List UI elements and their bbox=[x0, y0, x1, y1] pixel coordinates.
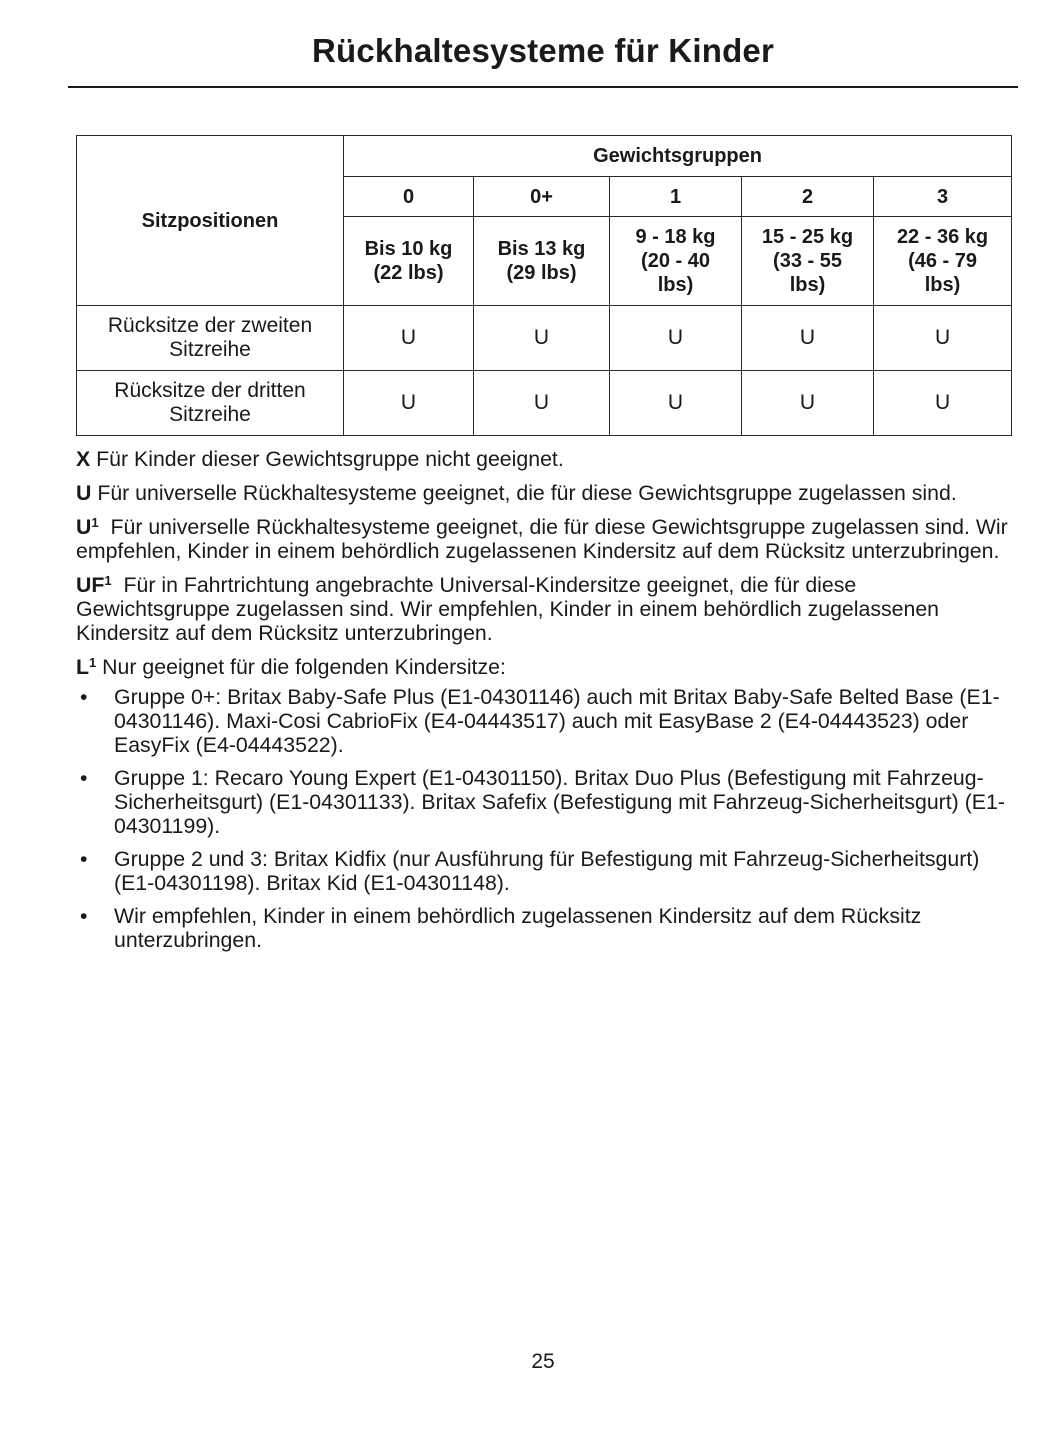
group-label: 3 bbox=[874, 177, 1012, 217]
bullet-icon: • bbox=[80, 766, 88, 790]
weight-range: Bis 13 kg (29 lbs) bbox=[474, 217, 610, 306]
weight-range: 22 - 36 kg (46 - 79 lbs) bbox=[874, 217, 1012, 306]
weight-range: 15 - 25 kg (33 - 55 lbs) bbox=[742, 217, 874, 306]
table-row bbox=[77, 371, 1012, 436]
note-superscript: 1 bbox=[91, 515, 99, 530]
suitability-cell: U bbox=[742, 306, 874, 371]
list-item bbox=[76, 766, 1016, 838]
list-item-text: Gruppe 0+: Britax Baby-Safe Plus (E1-04301146) auch mit Britax Baby-Safe Belted Base (E1-04301146). Maxi-Cosi CabrioFix (E4-04443517) auch mit EasyBase 2 (E4-04443523) oder EasyFix (E4-04443522). bbox=[114, 685, 1000, 757]
note-x bbox=[76, 447, 1016, 471]
note-text: Für universelle Rückhaltesysteme geeignet, die für diese Gewichtsgruppe zugelassen sind. bbox=[97, 481, 957, 505]
group-label: 1 bbox=[610, 177, 742, 217]
suitability-cell: U bbox=[610, 371, 742, 436]
weight-group-header: Gewichtsgruppen bbox=[344, 136, 1012, 177]
bullet-icon: • bbox=[80, 847, 88, 871]
note-text: Nur geeignet für die folgenden Kindersitze: bbox=[102, 655, 506, 679]
list-item-text: Wir empfehlen, Kinder in einem behördlich zugelassenen Kindersitz auf dem Rücksitz unterzubringen. bbox=[114, 904, 922, 952]
page-title: Rückhaltesysteme für Kinder bbox=[311, 32, 775, 69]
note-l1 bbox=[76, 655, 1016, 679]
note-key: U bbox=[76, 515, 92, 539]
bullet-icon: • bbox=[80, 685, 88, 709]
seat-position-label: Rücksitze der dritten Sitzreihe bbox=[77, 371, 344, 436]
note-text: Für in Fahrtrichtung angebrachte Universal-Kindersitze geeignet, die für diese Gewichtsgruppe zugelassen sind. Wir empfehlen, Kinder in einem behördlich zugelassenen Kindersitz auf dem Rücksitz unterzubringen. bbox=[76, 573, 940, 645]
page-number: 25 bbox=[531, 1350, 555, 1373]
suitability-cell: U bbox=[474, 371, 610, 436]
legend-notes bbox=[76, 447, 1016, 961]
list-item-text: Gruppe 2 und 3: Britax Kidfix (nur Ausführung für Befestigung mit Fahrzeug-Sicherheitsgurt) (E1-04301198). Britax Kid (E1-04301148). bbox=[114, 847, 980, 895]
group-label: 2 bbox=[742, 177, 874, 217]
note-key: U bbox=[76, 481, 92, 505]
note-text: Für universelle Rückhaltesysteme geeignet, die für diese Gewichtsgruppe zugelassen sind. Wir empfehlen, Kinder in einem behördlich zugelassenen Kindersitz auf dem Rücksitz unterzubringen. bbox=[76, 515, 1008, 563]
bullet-icon: • bbox=[80, 904, 88, 928]
child-seat-table bbox=[76, 135, 1012, 436]
seat-position-header: Sitzpositionen bbox=[77, 136, 344, 306]
suitability-cell: U bbox=[874, 306, 1012, 371]
note-superscript: 1 bbox=[89, 655, 97, 670]
note-superscript: 1 bbox=[104, 573, 112, 588]
suitability-cell: U bbox=[874, 371, 1012, 436]
table-row bbox=[77, 306, 1012, 371]
suitability-cell: U bbox=[344, 306, 474, 371]
list-item bbox=[76, 904, 1016, 952]
approved-seat-list bbox=[76, 685, 1016, 952]
seat-position-label: Rücksitze der zweiten Sitzreihe bbox=[77, 306, 344, 371]
list-item bbox=[76, 685, 1016, 757]
note-u1 bbox=[76, 515, 1016, 563]
list-item-text: Gruppe 1: Recaro Young Expert (E1-04301150). Britax Duo Plus (Befestigung mit Fahrzeug-Sicherheitsgurt) (E1-04301133). Britax Safefix (Befestigung mit Fahrzeug-Sicherheitsgurt) (E1-04301199). bbox=[114, 766, 1005, 838]
suitability-cell: U bbox=[344, 371, 474, 436]
note-key: X bbox=[76, 447, 91, 471]
suitability-cell: U bbox=[474, 306, 610, 371]
note-u bbox=[76, 481, 1016, 505]
note-uf1 bbox=[76, 573, 1016, 645]
suitability-cell: U bbox=[610, 306, 742, 371]
note-key: UF bbox=[76, 573, 105, 597]
suitability-cell: U bbox=[742, 371, 874, 436]
note-text: Für Kinder dieser Gewichtsgruppe nicht geeignet. bbox=[96, 447, 564, 471]
group-label: 0+ bbox=[474, 177, 610, 217]
weight-range: Bis 10 kg (22 lbs) bbox=[344, 217, 474, 306]
group-label: 0 bbox=[344, 177, 474, 217]
list-item bbox=[76, 847, 1016, 895]
note-key: L bbox=[76, 655, 90, 679]
weight-range: 9 - 18 kg (20 - 40 lbs) bbox=[610, 217, 742, 306]
title-divider bbox=[68, 86, 1018, 88]
